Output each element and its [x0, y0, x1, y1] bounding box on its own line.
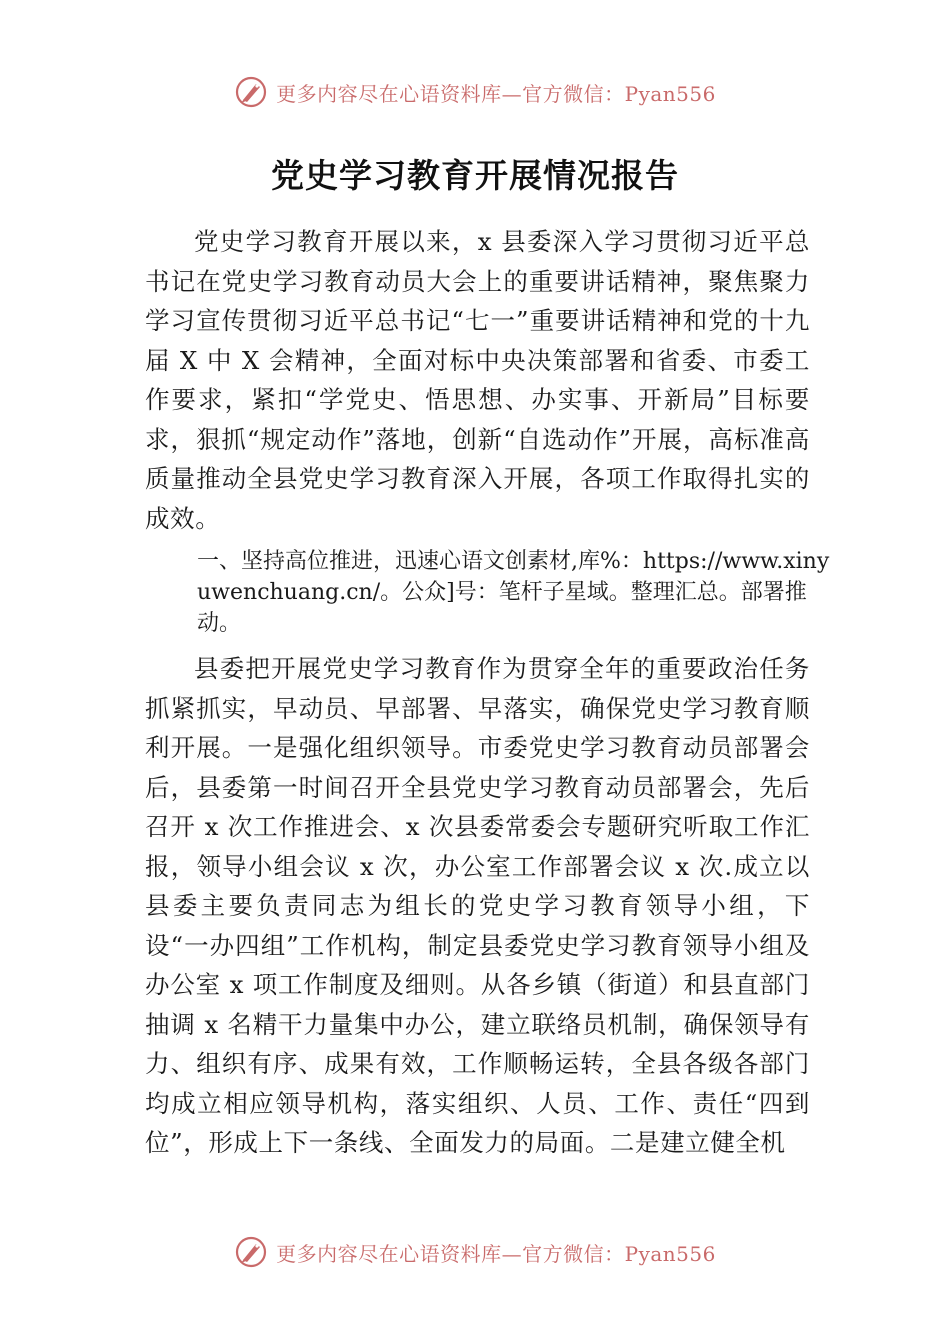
pen-nib-logo-icon: [234, 75, 268, 109]
document-title: 党史学习教育开展情况报告: [271, 156, 679, 195]
paragraph-section-1: 县委把开展党史学习教育作为贯穿全年的重要政治任务抓紧抓实，早动员、早部署、早落实，确保党史学习教育顺利开展。一是强化组织领导。市委党史学习教育动员部署会后，县委第一时间召开全县党史学习教育动员部署会，先后召开 x 次工作推进会、x 次县委常委会专题研究听取工作汇报，领导小组会议 x 次，办公室工作部署会议 x 次.成立以县委主要负责同志为组长的党史学习教育领导小组，下设“一办四组”工作机构，制定县委党史学习教育领导小组及办公室 x 项工作制度及细则。从各乡镇（街道）和县直部门抽调 x 名精干力量集中办公，建立联络员机制，确保领导有力、组织有序、成果有效，工作顺畅运转，全县各级各部门均成立相应领导机构，落实组织、人员、工作、责任“四到位”，形成上下一条线、全面发力的局面。二是建立健全机: [145, 654, 810, 1157]
watermark-text: 更多内容尽在心语资料库—官方微信：Pyan556: [276, 81, 716, 106]
paragraph-intro: 党史学习教育开展以来，x 县委深入学习贯彻习近平总书记在党史学习教育动员大会上的重要讲话精神，聚焦聚力学习宣传贯彻习近平总书记“七一”重要讲话精神和党的十九届 X 中 X 会精神，全面对标中央决策部署和省委、市委工作要求，紧扣“学党史、悟思想、办实事、开新局”目标要求，狠抓“规定动作”落地，创新“自选动作”开展，高标准高质量推动全县党史学习教育深入开展，各项工作取得扎实的成效。: [145, 227, 810, 533]
document-body: [145, 222, 830, 1163]
section-heading-1: 一、坚持高位推进，迅速心语文创素材,库%：https://www.xinyuwenchuang.cn/。公众]号：笔杆子星域。整理汇总。部署推动。: [197, 549, 830, 636]
watermark-footer: [0, 1232, 950, 1272]
watermark-text: 更多内容尽在心语资料库—官方微信：Pyan556: [276, 1241, 716, 1266]
pen-nib-logo-icon: [234, 1235, 268, 1269]
watermark-header: [0, 72, 950, 112]
